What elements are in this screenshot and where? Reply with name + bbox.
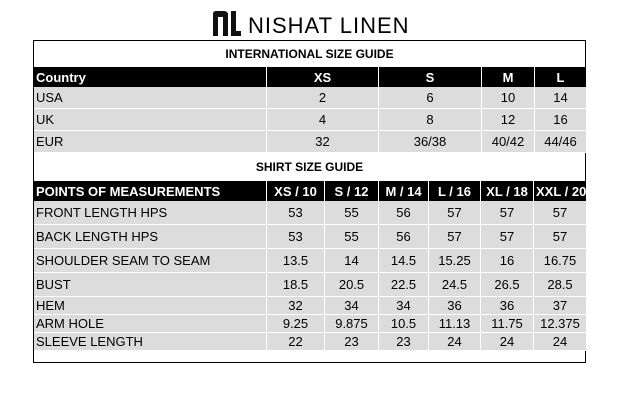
table-cell: 14.5	[379, 249, 429, 273]
table-cell: 57	[429, 201, 481, 225]
table-cell: 10.5	[379, 315, 429, 333]
table-cell: 53	[267, 225, 325, 249]
table-cell: 32	[267, 131, 379, 153]
table-cell: 55	[325, 225, 379, 249]
row-label: HEM	[34, 297, 267, 315]
row-label: ARM HOLE	[34, 315, 267, 333]
table-cell: 10	[482, 87, 535, 109]
table-cell: 40/42	[482, 131, 535, 153]
table-header-row	[34, 67, 587, 87]
column-header: Country	[34, 67, 267, 87]
table-cell: 8	[379, 109, 482, 131]
table-cell: 34	[379, 297, 429, 315]
table-row	[34, 333, 587, 351]
table-cell: 9.875	[325, 315, 379, 333]
table-cell: 37	[534, 297, 587, 315]
shirt-size-table	[34, 181, 587, 351]
column-header: M / 14	[379, 181, 429, 201]
table-cell: 24.5	[429, 273, 481, 297]
table-row	[34, 201, 587, 225]
size-guide-sheet	[33, 40, 586, 363]
table-cell: 4	[267, 109, 379, 131]
brand-name: NISHAT LINEN	[248, 13, 410, 38]
row-label: BACK LENGTH HPS	[34, 225, 267, 249]
table-cell: 36	[429, 297, 481, 315]
table-cell: 24	[534, 333, 587, 351]
table-cell: 57	[481, 201, 534, 225]
table-row	[34, 315, 587, 333]
row-label: USA	[34, 87, 267, 109]
table-cell: 57	[534, 201, 587, 225]
table-cell: 56	[379, 201, 429, 225]
column-header: POINTS OF MEASUREMENTS	[34, 181, 267, 201]
row-label: SLEEVE LENGTH	[34, 333, 267, 351]
table-cell: 26.5	[481, 273, 534, 297]
row-label: EUR	[34, 131, 267, 153]
table-row	[34, 249, 587, 273]
row-label: UK	[34, 109, 267, 131]
table-cell: 57	[481, 225, 534, 249]
table-cell: 12.375	[534, 315, 587, 333]
table-header-row	[34, 181, 587, 201]
table-cell: 13.5	[267, 249, 325, 273]
row-label: SHOULDER SEAM TO SEAM	[34, 249, 267, 273]
table-row	[34, 297, 587, 315]
table-cell: 2	[267, 87, 379, 109]
column-header: M	[482, 67, 535, 87]
table-cell: 16.75	[534, 249, 587, 273]
table-cell: 15.25	[429, 249, 481, 273]
column-header: XXL / 20	[534, 181, 587, 201]
table-cell: 34	[325, 297, 379, 315]
column-header: XS / 10	[267, 181, 325, 201]
table-cell: 23	[379, 333, 429, 351]
brand-header	[0, 6, 624, 38]
column-header: XL / 18	[481, 181, 534, 201]
table-cell: 6	[379, 87, 482, 109]
table-cell: 20.5	[325, 273, 379, 297]
table-cell: 36/38	[379, 131, 482, 153]
column-header: L	[535, 67, 587, 87]
international-size-table	[34, 67, 587, 153]
row-label: FRONT LENGTH HPS	[34, 201, 267, 225]
column-header: L / 16	[429, 181, 481, 201]
table-row	[34, 87, 587, 109]
table-cell: 23	[325, 333, 379, 351]
international-title: INTERNATIONAL SIZE GUIDE	[34, 41, 585, 67]
shirt-title: SHIRT SIZE GUIDE	[34, 153, 585, 181]
table-row	[34, 225, 587, 249]
table-cell: 9.25	[267, 315, 325, 333]
table-row	[34, 273, 587, 297]
table-cell: 16	[481, 249, 534, 273]
table-cell: 57	[429, 225, 481, 249]
table-cell: 11.13	[429, 315, 481, 333]
table-cell: 14	[325, 249, 379, 273]
nl-logo-icon	[211, 9, 243, 37]
table-row	[34, 131, 587, 153]
table-cell: 24	[481, 333, 534, 351]
column-header: S / 12	[325, 181, 379, 201]
column-header: S	[379, 67, 482, 87]
table-cell: 18.5	[267, 273, 325, 297]
row-label: BUST	[34, 273, 267, 297]
table-cell: 24	[429, 333, 481, 351]
table-cell: 55	[325, 201, 379, 225]
table-cell: 53	[267, 201, 325, 225]
table-cell: 16	[535, 109, 587, 131]
table-cell: 32	[267, 297, 325, 315]
table-cell: 56	[379, 225, 429, 249]
table-cell: 36	[481, 297, 534, 315]
table-cell: 28.5	[534, 273, 587, 297]
table-cell: 11.75	[481, 315, 534, 333]
table-cell: 14	[535, 87, 587, 109]
table-cell: 22.5	[379, 273, 429, 297]
table-cell: 44/46	[535, 131, 587, 153]
table-cell: 22	[267, 333, 325, 351]
column-header: XS	[267, 67, 379, 87]
table-cell: 12	[482, 109, 535, 131]
table-row	[34, 109, 587, 131]
table-cell: 57	[534, 225, 587, 249]
